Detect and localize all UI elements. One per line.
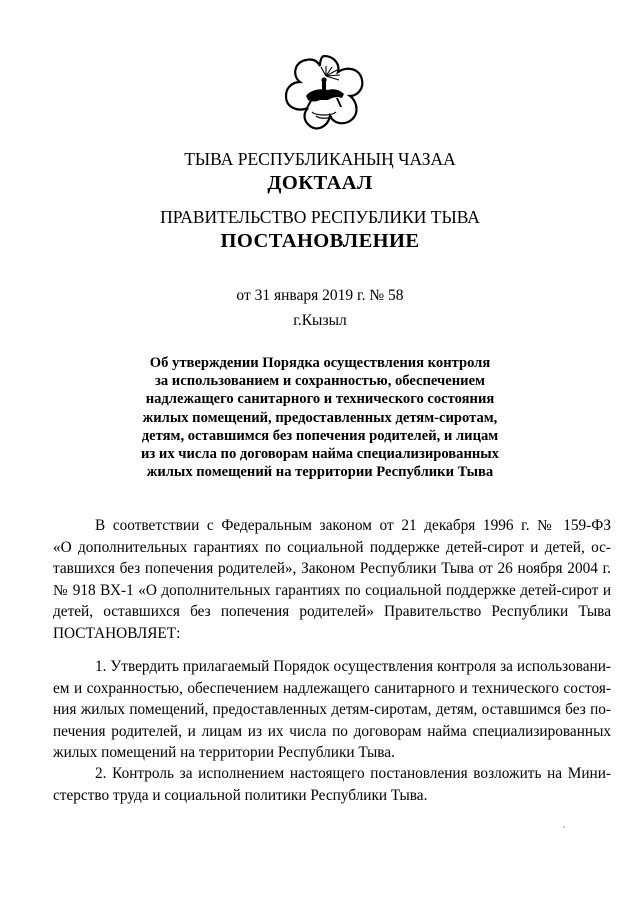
paragraph-line: В соответствии с Федеральным законом от 21 декабря 1996 г. № 159-ФЗ [95,517,611,534]
resolution-item-2 [53,763,611,806]
resolution-item-1 [53,656,611,764]
title-line: за использованием и сохранностью, обеспечением [155,373,485,390]
paragraph-line: 1. Утвердить прилагаемый Порядок осуществления контроля за использовани- [95,658,611,675]
title-line: надлежащего санитарного и технического состояния [145,391,495,408]
paragraph-line: ПОСТАНОВЛЯЕТ: [53,624,181,642]
paragraph-line: «О дополнительных гарантиях по социальной поддержке детей-сирот и детей, ос- [53,538,611,556]
paragraph-line: № 918 ВХ-1 «О дополнительных гарантиях по социальной поддержке детей-сирот и [53,581,611,599]
paragraph-line: ния жилых помещений, предоставленных детям-сиротам, детям, оставшимся без по- [53,701,611,718]
title-line: Об утверждении Порядка осуществления контроля [149,355,491,371]
paragraph-line: стерство труда и социальной политики Республики Тыва. [53,786,428,804]
paragraph-line: тавшихся без попечения родителей», Законом Республики Тыва от 26 ноября 2004 г. [53,560,611,577]
russian-document-type: ПОСТАНОВЛЕНИЕ [220,230,420,252]
paragraph-line: ем и сохранностью, обеспечением надлежащего санитарного и технического состоя- [53,679,611,697]
title-line: жилых помещений на территории Республики Тыва [146,464,494,481]
document-date-number: от 31 января 2019 г. № 58 [236,287,404,304]
title-line: жилых помещений, предоставленных детям-сиротам, [142,409,498,426]
paragraph-line: жилых помещений на территории Республики Тыва. [53,744,395,761]
document-title [120,354,520,481]
paragraph-line: печения родителей, и лицам из их числа по договорам найма специализированных [53,722,611,740]
paragraph-line: 2. Контроль за исполнением настоящего постановления возложить на Мини- [95,765,611,782]
title-line: детям, оставшимся без попечения родителей, и лицам [141,427,499,444]
title-line: из их числа по договорам найма специализированных [141,446,499,463]
scan-speck [563,826,565,828]
preamble-paragraph [53,515,611,644]
tuva-coat-of-arms-icon [276,52,372,134]
tuvan-government-title: ТЫВА РЕСПУБЛИКАНЫҢ ЧАЗАА [184,149,456,169]
tuvan-document-type: ДОКТААЛ [267,172,373,194]
document-city: г.Кызыл [293,312,347,329]
paragraph-line: детей, оставшихся без попечения родителей» Правительство Республики Тыва [53,603,611,620]
russian-government-title: ПРАВИТЕЛЬСТВО РЕСПУБЛИКИ ТЫВА [160,207,480,227]
